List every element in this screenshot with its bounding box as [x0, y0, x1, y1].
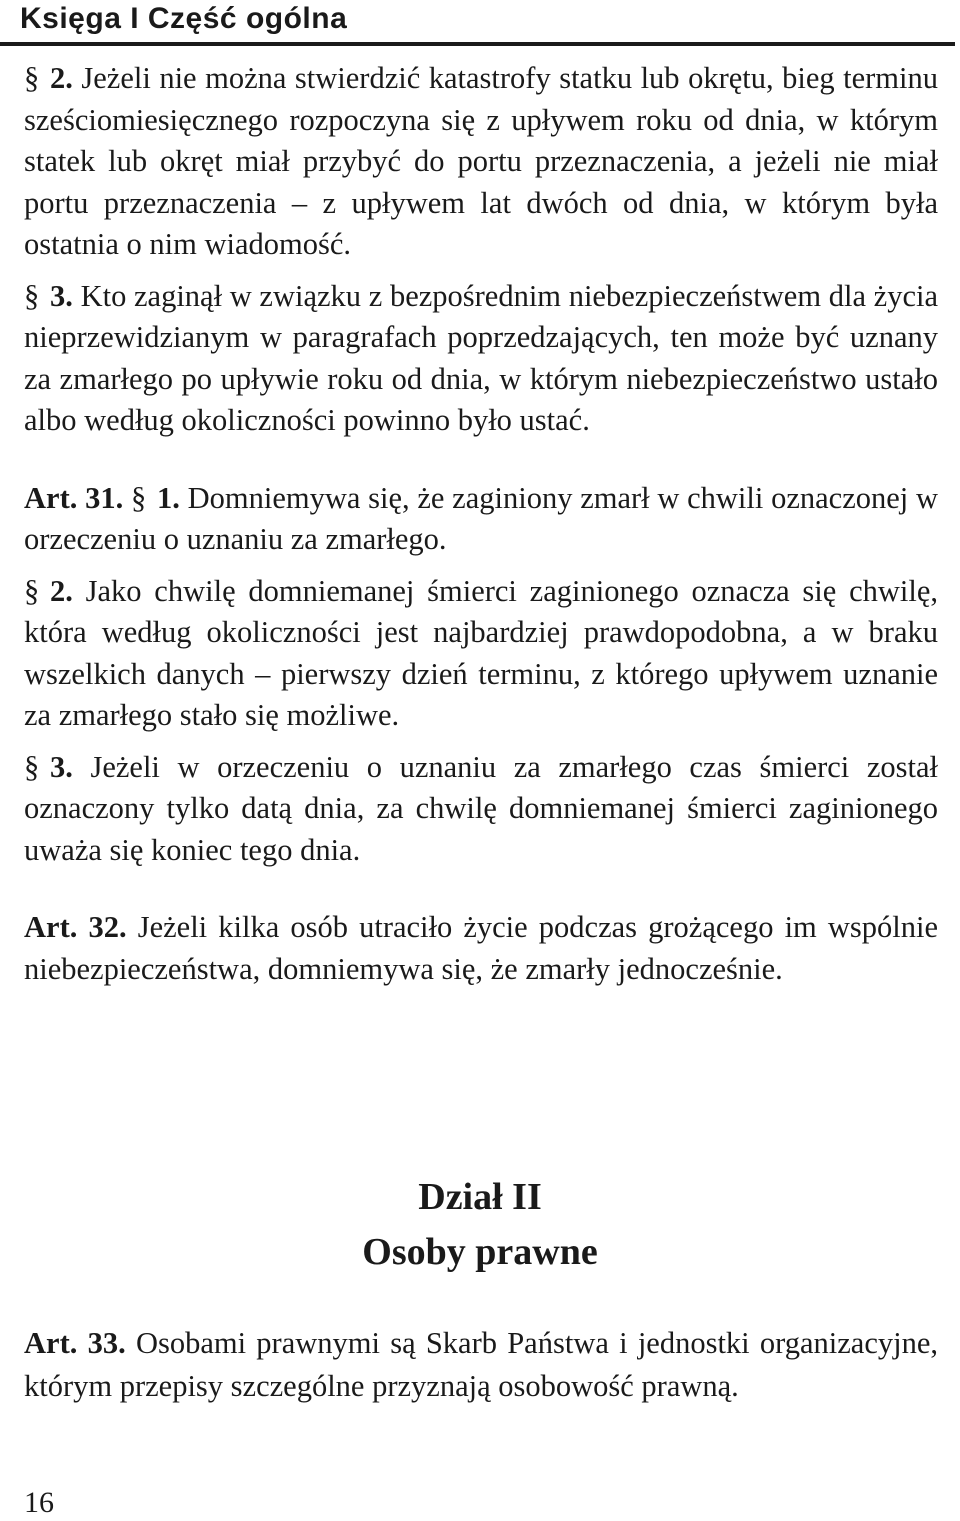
section-number: Dział II [418, 1176, 542, 1218]
paragraph-text: Kto zaginął w związku z bezpośrednim niebezpieczeństwem dla życia nieprzewidzianym w paragrafach poprzedzających, ten może być uznany za zmarłego po upływie roku od dnia, w którym niebezpieczeństwo ustało albo według okoliczności powinno było ustać. [24, 278, 939, 437]
article-text: Osobami prawnymi są Skarb Państwa i jednostki organizacyjne, którym przepisy szczególne przyznają osobowość prawną. [24, 1326, 938, 1403]
paragraph-3 [24, 276, 938, 442]
article-32 [24, 907, 938, 990]
paragraph-number: 2. [50, 61, 73, 95]
paragraph-sign: § [24, 749, 40, 784]
paragraph-number: 3. [50, 278, 73, 313]
paragraph-number: 3. [50, 749, 73, 784]
paragraph-text: Jako chwilę domniemanej śmierci zaginionego oznacza się chwilę, która według okoliczności jest najbardziej prawdopodobna, a w braku wszelkich danych – pierwszy dzień terminu, z którego upływem uznanie za zmarłego stało się możliwe. [24, 573, 938, 732]
article-31-par-1 [24, 478, 938, 561]
page-number: 16 [24, 1486, 54, 1519]
paragraph-text: Jeżeli w orzeczeniu o uznaniu za zmarłego czas śmierci został oznaczony tylko datą dnia, za chwilę domniemanej śmierci zaginionego uważa się koniec tego dnia. [24, 749, 939, 867]
article-text: Jeżeli kilka osób utraciło życie podczas grożącego im wspólnie niebezpieczeństwa, domniemywa się, że zmarły jednocześnie. [24, 910, 939, 986]
article-label: Art. 32. [24, 910, 127, 944]
header-rule [0, 42, 955, 46]
paragraph-sign: § [130, 480, 147, 515]
paragraph-2 [24, 58, 938, 266]
paragraph-text: Domniemywa się, że zaginiony zmarł w chwili oznaczonej w orzeczeniu o uznaniu za zmarłego. [24, 480, 939, 556]
article-31-par-2 [24, 571, 938, 737]
paragraph-number: 2. [50, 573, 73, 608]
article-33 [24, 1322, 938, 1408]
running-header: Księga I Część ogólna [20, 2, 348, 35]
article-31-par-3 [24, 747, 938, 872]
paragraph-sign: § [24, 573, 40, 608]
paragraph-sign: § [24, 278, 40, 313]
paragraph-sign: § [24, 61, 40, 95]
paragraph-text: Jeżeli nie można stwierdzić katastrofy statku lub okrętu, bieg terminu sześciomiesięcznego rozpoczyna się z upływem roku od dnia, w którym statek lub okręt miał przybyć do portu przeznaczenia, a jeżeli nie miał portu przeznaczenia – z upływem lat dwóch od dnia, w którym była ostatnia o nim wiadomość. [24, 61, 939, 261]
paragraph-number: 1. [156, 480, 180, 515]
section-title: Osoby prawne [362, 1231, 598, 1273]
article-label: Art. 31. [24, 480, 124, 515]
article-label: Art. 33. [24, 1326, 126, 1360]
page-body [24, 58, 938, 990]
